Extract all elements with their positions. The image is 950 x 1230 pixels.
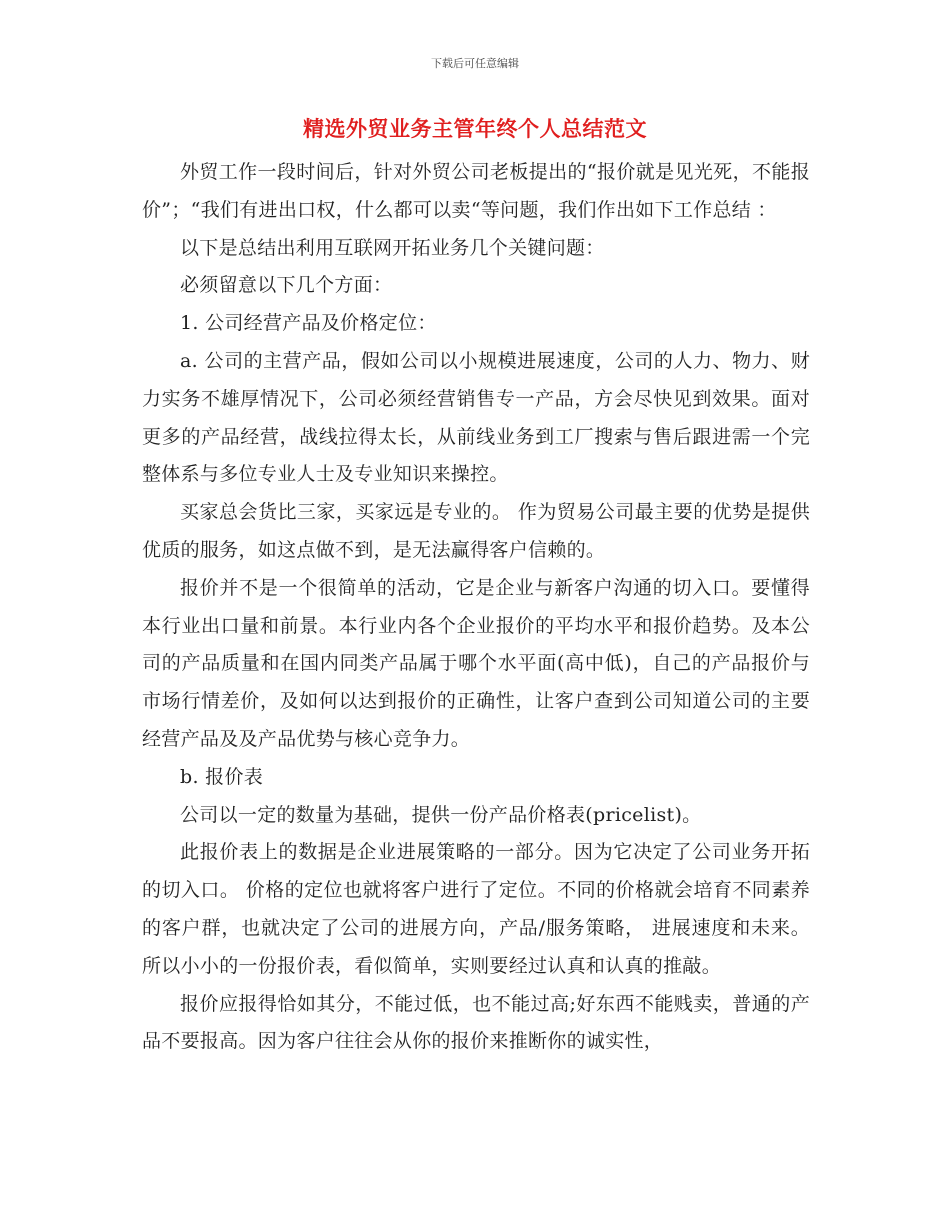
paragraph-quotation: 报价并不是一个很简单的活动，它是企业与新客户沟通的切入口。要懂得本行业出口量和前景。本行业内各个企业报价的平均水平和报价趋势。及本公司的产品质量和在国内同类产品属于哪个水平面(高中低)，自己的产品报价与市场行情差价，及如何以达到报价的正确性，让客户查到公司知道公司的主要经营产品及及产品优势与核心竞争力。 [142, 576, 810, 750]
document-body [142, 154, 810, 1061]
document-title: 精选外贸业务主管年终个人总结范文 [303, 116, 647, 141]
paragraph-strategy: 此报价表上的数据是企业进展策略的一部分。因为它决定了公司业务开拓的切入口。 价格的定位也就将客户进行了定位。不同的价格就会培育不同素养的客户群，也就决定了公司的进展方向，产品/服务策略， 进展速度和未来。所以小小的一份报价表，看似简单，实则要经过认真和认真的推敲。 [142, 841, 810, 977]
paragraph-pricing-advice: 报价应报得恰如其分，不能过低，也不能过高;好东西不能贱卖，普通的产品不要报高。因为客户往往会从你的报价来推断你的诚实性， [142, 992, 810, 1053]
paragraph-intro: 外贸工作一段时间后，针对外贸公司老板提出的“报价就是见光死，不能报价”；“我们有进出口权，什么都可以卖“等问题，我们作出如下工作总结 ： [142, 161, 810, 221]
paragraph-main-products: a. 公司的主营产品，假如公司以小规模进展速度，公司的人力、物力、财力实务不雄厚情况下，公司必须经营销售专一产品，方会尽快见到效果。面对更多的产品经营，战线拉得太长，从前线业务到工厂搜索与售后跟进需一个完整体系与多位专业人士及专业知识来操控。 [142, 349, 810, 486]
section-heading-b: b. 报价表 [180, 765, 264, 788]
paragraph-key-issues: 以下是总结出利用互联网开拓业务几个关键问题： [180, 236, 605, 259]
page-header-note: 下载后可任意编辑 [431, 57, 519, 70]
paragraph-attention: 必须留意以下几个方面： [180, 274, 393, 297]
section-heading-1: 1. 公司经营产品及价格定位： [180, 312, 437, 335]
paragraph-buyers: 买家总会货比三家，买家远是专业的。 作为贸易公司最主要的优势是提供优质的服务，如这点做不到，是无法赢得客户信赖的。 [142, 501, 810, 561]
paragraph-pricelist: 公司以一定的数量为基础，提供一份产品价格表(pricelist)。 [180, 803, 702, 826]
